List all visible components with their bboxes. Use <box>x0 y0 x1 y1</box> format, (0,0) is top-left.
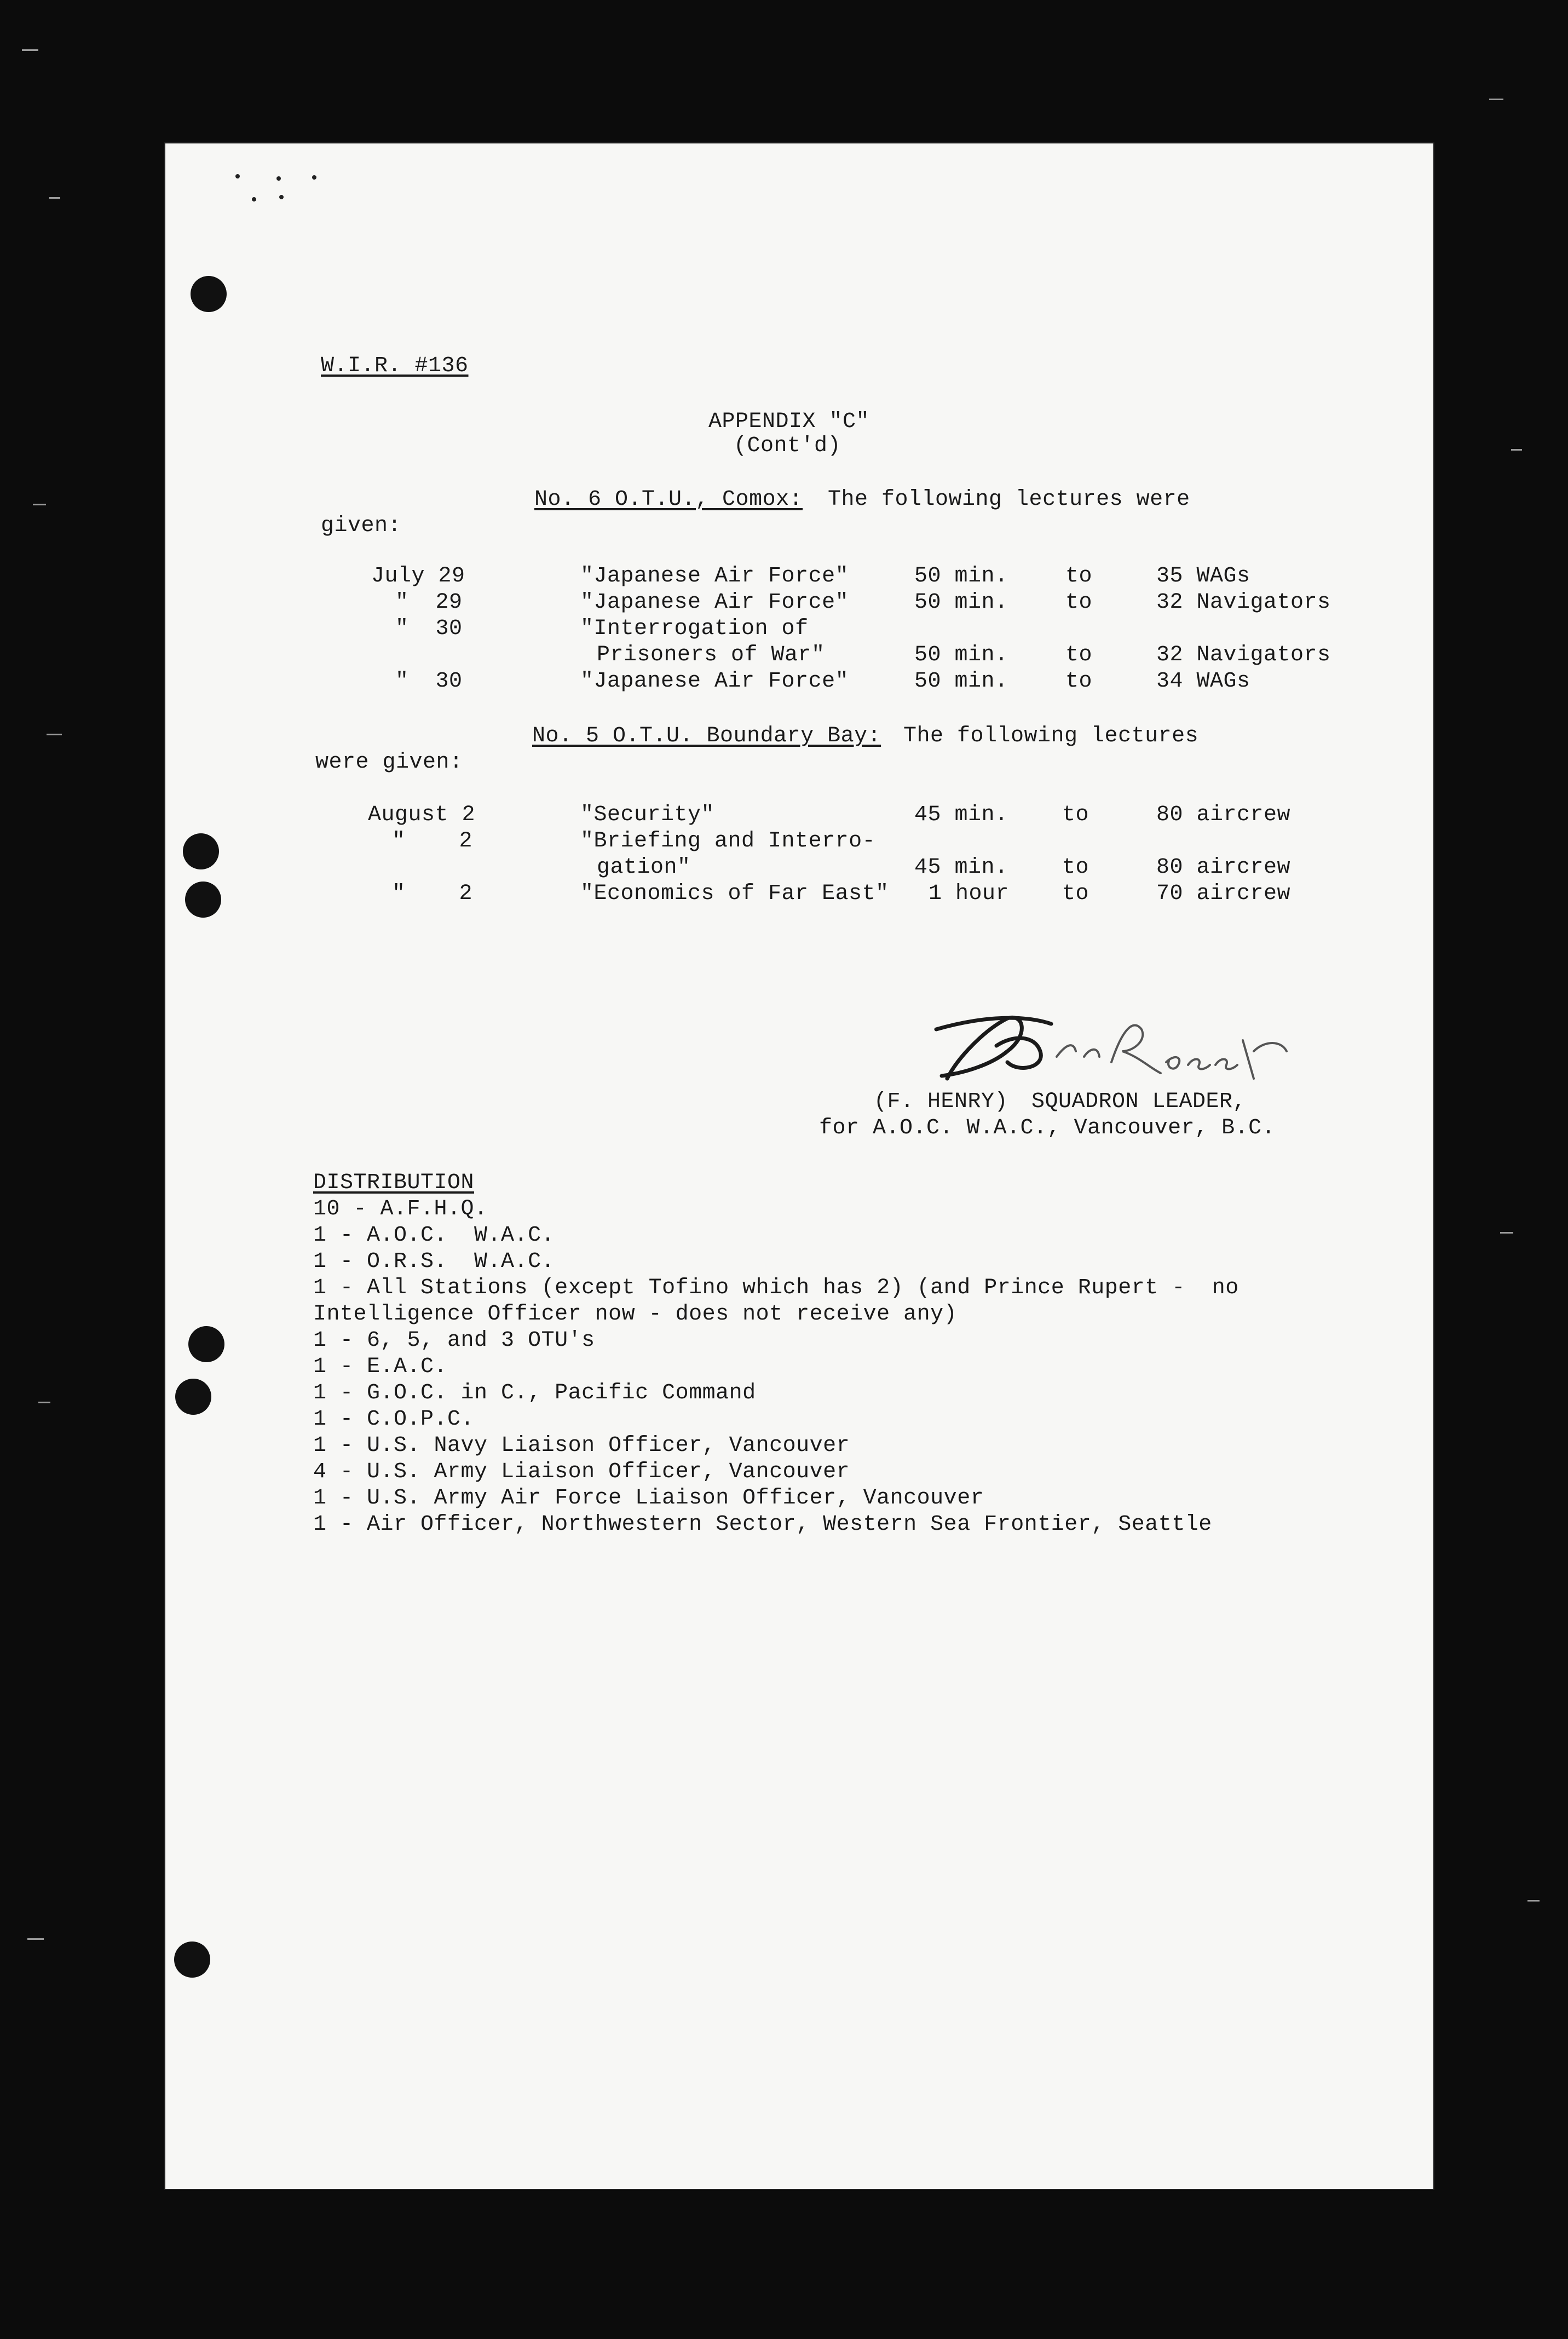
punch-hole <box>174 1942 210 1978</box>
punch-hole <box>185 882 221 918</box>
lecture-topic: "Briefing and Interro- <box>580 829 876 854</box>
distribution-line: 1 - U.S. Navy Liaison Officer, Vancouver <box>313 1433 850 1458</box>
punch-hole <box>188 1326 224 1362</box>
section-intro: The following lectures were <box>828 487 1190 512</box>
scan-speck <box>1489 99 1503 100</box>
lecture-date: " 29 <box>395 590 463 615</box>
lecture-duration: 50 min. <box>914 643 1008 667</box>
scan-speck <box>38 1402 50 1403</box>
lecture-to: to <box>1065 590 1093 615</box>
appendix-subtitle: (Cont'd) <box>734 434 841 458</box>
signatory-name: (F. HENRY) <box>874 1090 1008 1114</box>
ink-dot <box>312 175 316 180</box>
lecture-to: to <box>1062 855 1089 880</box>
lecture-audience: 80 aircrew <box>1156 803 1291 827</box>
scan-speck <box>1500 1232 1513 1234</box>
lecture-topic-cont: Prisoners of War" <box>597 643 825 667</box>
lecture-topic: "Japanese Air Force" <box>580 669 849 694</box>
section-heading: No. 6 O.T.U., Comox: <box>534 487 803 512</box>
distribution-line: 1 - O.R.S. W.A.C. <box>313 1249 555 1274</box>
distribution-line: 1 - E.A.C. <box>313 1355 448 1379</box>
lecture-topic: "Security" <box>580 803 715 827</box>
scan-speck <box>49 197 60 199</box>
lecture-audience: 32 Navigators <box>1156 643 1331 667</box>
distribution-heading: DISTRIBUTION <box>313 1171 475 1195</box>
ink-dot <box>252 197 256 201</box>
lecture-date: " 30 <box>395 669 463 694</box>
punch-hole <box>183 833 219 869</box>
distribution-line: 1 - All Stations (except Tofino which has 2) (and Prince Rupert - no <box>313 1276 1239 1300</box>
distribution-line: Intelligence Officer now - does not receive any) <box>313 1302 958 1327</box>
lecture-duration: 50 min. <box>914 564 1008 589</box>
scan-speck <box>33 504 46 505</box>
lecture-date: " 30 <box>395 617 463 641</box>
lecture-duration: 1 hour <box>929 882 1010 906</box>
lecture-topic: "Interrogation of <box>580 617 809 641</box>
lecture-to: to <box>1065 643 1093 667</box>
signatory-for-line: for A.O.C. W.A.C., Vancouver, B.C. <box>819 1116 1276 1140</box>
lecture-duration: 45 min. <box>914 855 1008 880</box>
document-page <box>164 142 1434 2190</box>
ink-dot <box>279 195 284 199</box>
scan-speck <box>47 734 62 735</box>
lecture-topic: "Japanese Air Force" <box>580 564 849 589</box>
document-reference: W.I.R. #136 <box>321 354 469 378</box>
scan-speck <box>22 49 38 51</box>
signatory-rank: SQUADRON LEADER, <box>1031 1090 1247 1114</box>
lecture-duration: 50 min. <box>914 669 1008 694</box>
lecture-to: to <box>1065 564 1093 589</box>
section-intro: The following lectures <box>903 724 1199 748</box>
distribution-line: 1 - U.S. Army Air Force Liaison Officer, Vancouver <box>313 1486 984 1511</box>
scan-speck <box>1511 449 1522 451</box>
appendix-title: APPENDIX "C" <box>708 410 870 434</box>
section-intro-cont: were given: <box>315 750 463 775</box>
handwritten-signature <box>925 996 1308 1095</box>
scan-speck <box>27 1938 44 1940</box>
punch-hole <box>175 1379 211 1415</box>
lecture-audience: 80 aircrew <box>1156 855 1291 880</box>
lecture-to: to <box>1062 803 1089 827</box>
ink-dot <box>235 174 240 178</box>
section-intro-cont: given: <box>321 514 402 538</box>
lecture-to: to <box>1062 882 1089 906</box>
distribution-line: 1 - G.O.C. in C., Pacific Command <box>313 1381 756 1405</box>
punch-hole <box>191 276 227 312</box>
lecture-topic: "Japanese Air Force" <box>580 590 849 615</box>
lecture-duration: 45 min. <box>914 803 1008 827</box>
scan-speck <box>1527 1900 1540 1902</box>
lecture-audience: 34 WAGs <box>1156 669 1250 694</box>
lecture-date: " 2 <box>392 829 473 854</box>
distribution-line: 1 - 6, 5, and 3 OTU's <box>313 1328 595 1353</box>
section-heading: No. 5 O.T.U. Boundary Bay: <box>532 724 881 748</box>
lecture-to: to <box>1065 669 1093 694</box>
lecture-date: " 2 <box>392 882 473 906</box>
lecture-date: July 29 <box>371 564 465 589</box>
distribution-line: 1 - A.O.C. W.A.C. <box>313 1223 555 1248</box>
lecture-duration: 50 min. <box>914 590 1008 615</box>
distribution-line: 4 - U.S. Army Liaison Officer, Vancouver <box>313 1460 850 1484</box>
distribution-line: 10 - A.F.H.Q. <box>313 1197 488 1222</box>
distribution-line: 1 - C.O.P.C. <box>313 1407 475 1432</box>
lecture-audience: 32 Navigators <box>1156 590 1331 615</box>
ink-dot <box>276 176 281 181</box>
lecture-audience: 35 WAGs <box>1156 564 1250 589</box>
lecture-topic-cont: gation" <box>597 855 691 880</box>
lecture-topic: "Economics of Far East" <box>580 882 889 906</box>
lecture-date: August 2 <box>368 803 476 827</box>
lecture-audience: 70 aircrew <box>1156 882 1291 906</box>
distribution-line: 1 - Air Officer, Northwestern Sector, Western Sea Frontier, Seattle <box>313 1512 1212 1537</box>
